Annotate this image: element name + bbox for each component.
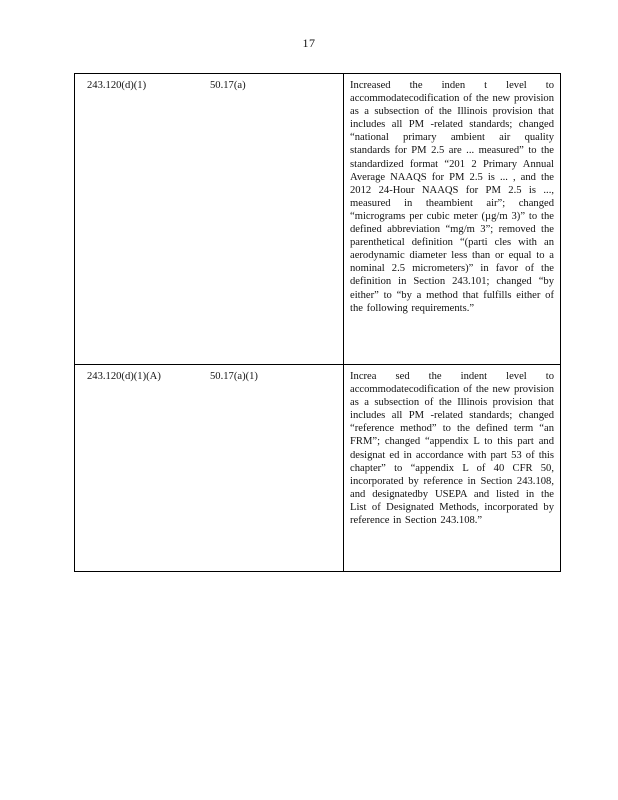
page-number: 17 [302,36,316,50]
illinois-section: 243.120(d)(1) [87,80,147,91]
comparison-table [74,73,561,572]
federal-section: 50.17(a) [210,80,246,91]
table-row [75,365,561,572]
section-cell [75,74,344,365]
illinois-section: 243.120(d)(1)(A) [87,371,161,382]
table-row [75,74,561,365]
change-description: Increased the inden t level to accommodatecodification of the new provision as a subsection of the Illinois provision that includes all PM -related standards; changed “national primary ambient air quality standards for PM 2.5 are ... measured” to the standardized format “201 2 Primary Annual Average NAAQS for PM 2.5 is ... , and the 2012 24-Hour NAAQS for PM 2.5 is ..., measured in theambient air”; changed “micrograms per cubic meter (µg/m 3)” to the defined abbreviation “mg/m 3”; removed the parenthetical definition “(parti cles with an aerodynamic diameter less than or equal to a nominal 2.5 micrometers)” in favor of the definition in Section 243.101; changed “by either” to “by a method that fulfills either of the following requirements.” [350,80,558,314]
description-cell [344,74,561,365]
change-description: Increa sed the indent level to accommodatecodification of the new provision as a subsection of the Illinois provision that includes all PM -related standards; changed “reference method” to the defined term “an FRM”; changed “appendix L to this part and designat ed in accordance with part 53 of this chapter” to “appendix L of 40 CFR 50, incorporated by reference in Section 243.108, and designatedby USEPA and listed in the List of Designated Methods, incorporated by reference in Section 243.108.” [350,371,558,527]
section-cell [75,365,344,572]
description-cell [344,365,561,572]
federal-section: 50.17(a)(1) [210,371,258,382]
